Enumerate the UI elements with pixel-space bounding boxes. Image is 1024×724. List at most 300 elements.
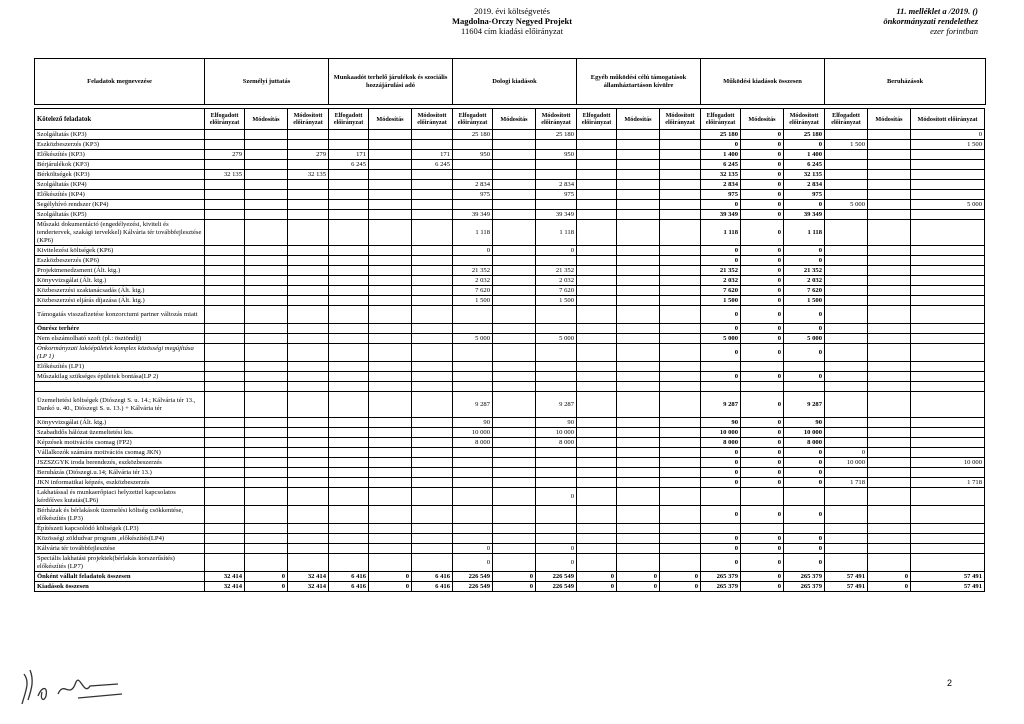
value-cell [660,438,701,448]
value-cell [868,180,911,190]
column-header-model: Módosított előirányzat [660,109,701,130]
value-cell [868,458,911,468]
value-cell [493,210,536,220]
value-cell [493,382,536,392]
value-cell [868,448,911,458]
value-cell [205,334,245,344]
value-cell [660,448,701,458]
value-cell: 0 [784,448,825,458]
value-cell: 975 [784,190,825,200]
value-cell: 1 500 [825,140,868,150]
value-cell [453,506,493,524]
value-cell: 7 620 [784,286,825,296]
value-cell [369,506,412,524]
value-cell [245,334,288,344]
value-cell [577,266,617,276]
value-cell [288,220,329,246]
value-cell [825,534,868,544]
value-cell: 0 [741,140,784,150]
value-cell [369,554,412,572]
row-label: Önkormányzati lakóépületek komplex közösségi megújítása (LP 1) [35,344,205,362]
value-cell [617,160,660,170]
value-cell [493,506,536,524]
value-cell [288,506,329,524]
column-header-mod: Módosítás [617,109,660,130]
value-cell [825,392,868,418]
value-cell [369,190,412,200]
value-cell [617,286,660,296]
value-cell [329,362,369,372]
value-cell [617,266,660,276]
value-cell: 32 414 [288,582,329,592]
value-cell [245,506,288,524]
value-cell [329,180,369,190]
value-cell: 0 [536,544,577,554]
value-cell [868,190,911,200]
value-cell: 0 [577,582,617,592]
value-cell [369,266,412,276]
value-cell: 0 [868,582,911,592]
value-cell [245,382,288,392]
value-cell [701,488,741,506]
value-cell: 10 000 [453,428,493,438]
value-cell [825,506,868,524]
column-header-model: Módosított előirányzat [412,109,453,130]
value-cell [369,488,412,506]
table-row [35,150,985,160]
value-cell [660,428,701,438]
column-header-mod: Módosítás [493,109,536,130]
value-cell: 0 [453,544,493,554]
value-cell: 32 414 [205,582,245,592]
value-cell [660,362,701,372]
value-cell [660,382,701,392]
row-label: Önrész terhére [35,324,205,334]
value-cell: 0 [784,468,825,478]
value-cell: 0 [701,344,741,362]
value-cell [205,140,245,150]
value-cell [288,190,329,200]
value-cell [911,324,985,334]
value-cell [205,190,245,200]
value-cell [369,382,412,392]
value-cell: 2 032 [701,276,741,286]
value-cell: 0 [741,170,784,180]
value-cell [536,170,577,180]
value-cell: 0 [784,554,825,572]
row-label: Támogatás visszafizetése konzorciumi partner változás miatt [35,306,205,324]
value-cell: 0 [493,572,536,582]
value-cell [868,296,911,306]
row-label: Közösségi zöldudvar program ,előkészítés(LP4) [35,534,205,544]
value-cell [911,160,985,170]
value-cell [617,220,660,246]
value-cell [536,160,577,170]
value-cell [288,458,329,468]
value-cell [412,534,453,544]
value-cell [245,428,288,438]
table-row [35,572,985,582]
group-operating-total: Működési kiadások összesen [701,59,825,104]
document-header [0,6,1024,36]
table-row [35,506,985,524]
value-cell [536,200,577,210]
value-cell [825,554,868,572]
value-cell: 0 [741,554,784,572]
row-label: Könyvvizsgálat (Ált. ktg.) [35,418,205,428]
value-cell: 0 [741,256,784,266]
value-cell [617,544,660,554]
value-cell: 0 [741,276,784,286]
value-cell [825,130,868,140]
value-cell [493,160,536,170]
value-cell [288,180,329,190]
value-cell [660,334,701,344]
value-cell [617,438,660,448]
value-cell [245,448,288,458]
value-cell [369,246,412,256]
value-cell: 0 [701,140,741,150]
value-cell: 0 [741,220,784,246]
value-cell [577,180,617,190]
value-cell [329,200,369,210]
value-cell: 265 379 [784,572,825,582]
value-cell [617,200,660,210]
value-cell [412,200,453,210]
value-cell: 25 180 [453,130,493,140]
value-cell [536,524,577,534]
value-cell: 0 [369,572,412,582]
value-cell: 5 000 [825,200,868,210]
value-cell [245,256,288,266]
value-cell [911,428,985,438]
value-cell: 6 416 [329,582,369,592]
value-cell [493,334,536,344]
value-cell: 0 [701,544,741,554]
value-cell [412,130,453,140]
row-label: Nem elszámolható szoft (pl.: ösztöndíj) [35,334,205,344]
value-cell [577,160,617,170]
value-cell [288,554,329,572]
value-cell [493,286,536,296]
value-cell: 0 [741,190,784,200]
value-cell: 1 718 [911,478,985,488]
value-cell: 90 [536,418,577,428]
value-cell [660,554,701,572]
value-cell [577,306,617,324]
value-cell: 0 [741,372,784,382]
value-cell [660,286,701,296]
value-cell [329,210,369,220]
value-cell [701,362,741,372]
table-row [35,256,985,266]
value-cell [205,534,245,544]
value-cell [825,160,868,170]
value-cell: 0 [701,468,741,478]
value-cell [493,266,536,276]
value-cell [868,392,911,418]
value-cell [577,506,617,524]
value-cell [868,334,911,344]
annex-line-2: önkormányzati rendelethez [883,16,978,26]
table-row [35,582,985,592]
value-cell [369,438,412,448]
value-cell [412,554,453,572]
value-cell [493,478,536,488]
value-cell [288,524,329,534]
value-cell [288,448,329,458]
value-cell [617,468,660,478]
table-row [35,428,985,438]
column-header-mod: Módosítás [369,109,412,130]
value-cell [205,488,245,506]
value-cell [868,534,911,544]
value-cell [245,160,288,170]
value-cell: 32 135 [701,170,741,180]
value-cell [412,170,453,180]
value-cell [617,190,660,200]
table-row [35,382,985,392]
group-tasks: Feladatok megnevezése [35,59,205,104]
value-cell: 5 000 [911,200,985,210]
value-cell: 0 [784,200,825,210]
page-number: 2 [946,678,952,688]
value-cell: 0 [701,246,741,256]
row-label: Előkészítés (KP4) [35,190,205,200]
value-cell [412,190,453,200]
value-cell: 0 [701,200,741,210]
value-cell: 1 400 [784,150,825,160]
value-cell [288,140,329,150]
value-cell [660,256,701,266]
value-cell [577,150,617,160]
value-cell [369,130,412,140]
row-label: JSZSZGYK iroda berendezés, eszközbeszerzés [35,458,205,468]
value-cell: 2 032 [453,276,493,286]
value-cell: 0 [701,372,741,382]
value-cell [911,506,985,524]
value-cell: 1 400 [701,150,741,160]
table-row [35,130,985,140]
value-cell [784,382,825,392]
value-cell [288,200,329,210]
value-cell [329,306,369,324]
value-cell: 1 118 [453,220,493,246]
column-header-model: Módosított előirányzat [288,109,329,130]
value-cell [617,382,660,392]
row-label: Műszaki dokumentáció (engedélyezési, kiviteli és tendertervek, szakági tervekkel) Kálvária tér továbbfejlesztése (KP6) [35,220,205,246]
value-cell [245,488,288,506]
handwritten-signature [18,660,138,710]
value-cell: 0 [536,554,577,572]
value-cell [288,324,329,334]
value-cell: 0 [784,140,825,150]
value-cell: 0 [741,506,784,524]
value-cell [369,296,412,306]
value-cell [868,488,911,506]
value-cell: 39 349 [701,210,741,220]
value-cell: 975 [701,190,741,200]
value-cell [617,362,660,372]
row-label: JKN informatikai képzés, eszközbeszerzés [35,478,205,488]
value-cell: 7 620 [536,286,577,296]
value-cell [868,150,911,160]
value-cell: 0 [617,582,660,592]
value-cell [369,210,412,220]
value-cell: 5 000 [536,334,577,344]
value-cell [825,324,868,334]
value-cell [205,438,245,448]
value-cell: 0 [784,256,825,266]
row-label: Önként vállalt feladatok összesen [35,572,205,582]
value-cell [825,524,868,534]
value-cell [412,220,453,246]
value-cell [911,534,985,544]
value-cell [493,418,536,428]
value-cell: 8 000 [784,438,825,448]
value-cell: 1 500 [784,296,825,306]
value-cell: 90 [701,418,741,428]
value-cell [329,458,369,468]
value-cell [245,210,288,220]
value-cell [825,180,868,190]
value-cell [205,324,245,334]
value-cell: 226 549 [536,572,577,582]
value-cell [617,296,660,306]
row-label: Vállalkozók számára motivációs csomag JKN) [35,448,205,458]
value-cell: 0 [701,534,741,544]
value-cell: 0 [911,130,985,140]
value-cell [245,306,288,324]
value-cell [205,544,245,554]
value-cell: 6 416 [412,582,453,592]
value-cell [245,130,288,140]
value-cell: 0 [701,306,741,324]
value-cell: 0 [741,582,784,592]
value-cell [329,392,369,418]
value-cell [660,524,701,534]
value-cell [329,256,369,266]
value-cell: 21 352 [453,266,493,276]
value-cell [369,200,412,210]
value-cell: 90 [784,418,825,428]
value-cell [453,200,493,210]
value-cell [911,306,985,324]
value-cell [660,266,701,276]
value-cell [577,554,617,572]
value-cell [911,190,985,200]
value-cell: 0 [741,324,784,334]
value-cell [911,372,985,382]
value-cell [825,306,868,324]
value-cell [911,468,985,478]
value-cell [369,276,412,286]
value-cell [412,468,453,478]
value-cell [245,266,288,276]
value-cell: 0 [784,324,825,334]
value-cell [911,266,985,276]
value-cell: 0 [784,506,825,524]
value-cell: 0 [784,534,825,544]
value-cell [453,362,493,372]
value-cell: 0 [369,582,412,592]
value-cell [288,210,329,220]
value-cell [825,220,868,246]
value-cell [911,392,985,418]
value-cell [868,266,911,276]
value-cell: 0 [701,506,741,524]
value-cell [577,190,617,200]
row-label: Szolgáltatás (KP5) [35,210,205,220]
table-row [35,170,985,180]
value-cell [536,448,577,458]
value-cell [329,140,369,150]
header-line-2: Magdolna-Orczy Negyed Projekt [451,16,573,26]
value-cell [493,428,536,438]
value-cell [577,246,617,256]
value-cell [329,276,369,286]
value-cell [617,418,660,428]
value-cell [825,544,868,554]
value-cell: 0 [741,180,784,190]
row-label: Bérjárulékok (KP3) [35,160,205,170]
value-cell [577,256,617,266]
value-cell [825,190,868,200]
value-cell: 0 [784,246,825,256]
value-cell [412,418,453,428]
value-cell [577,438,617,448]
value-cell [288,478,329,488]
value-cell [825,428,868,438]
column-header-elf: Elfogadott előirányzat [205,109,245,130]
value-cell [245,534,288,544]
value-cell [617,524,660,534]
value-cell [412,140,453,150]
value-cell [412,324,453,334]
value-cell: 5 000 [784,334,825,344]
column-header-model: Módosított előirányzat [784,109,825,130]
value-cell [825,468,868,478]
value-cell: 0 [660,572,701,582]
value-cell [911,544,985,554]
value-cell [660,418,701,428]
value-cell [205,246,245,256]
value-cell [911,382,985,392]
value-cell [868,286,911,296]
value-cell: 6 245 [412,160,453,170]
value-cell [369,306,412,324]
value-cell [617,344,660,362]
row-label: Speciális lakhatási projektek(bérlakás korszerűsítés) előkészítés (LP7) [35,554,205,572]
value-cell: 0 [701,324,741,334]
value-cell [329,534,369,544]
table-row [35,200,985,210]
value-cell [288,392,329,418]
value-cell [911,418,985,428]
column-header-tasks: Kötelező feladatok [35,109,205,130]
value-cell: 90 [453,418,493,428]
value-cell [245,190,288,200]
value-cell [825,382,868,392]
value-cell [205,276,245,286]
value-cell [245,200,288,210]
value-cell [329,170,369,180]
value-cell [205,362,245,372]
value-cell [577,458,617,468]
value-cell [369,324,412,334]
value-cell [701,382,741,392]
value-cell [329,344,369,362]
